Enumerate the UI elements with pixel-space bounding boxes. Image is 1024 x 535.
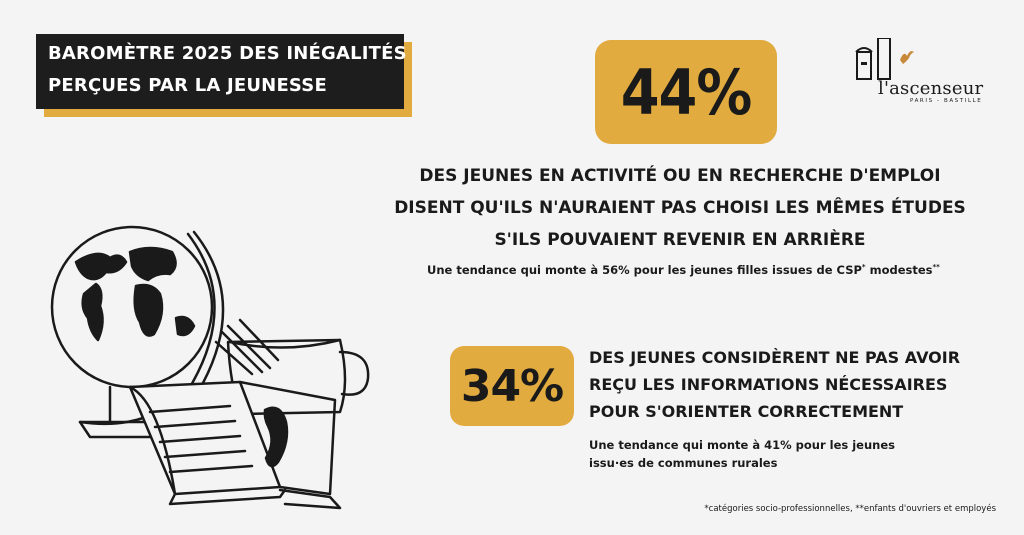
stat-1-note-mark-1: *: [861, 263, 866, 272]
stat-1-note-mark-2: **: [932, 263, 940, 272]
title-line-1: BAROMÈTRE 2025 DES INÉGALITÉS: [48, 43, 407, 64]
footnote: *catégories socio-professionnelles, **enfants d'ouvriers et employés: [704, 504, 996, 514]
stat-2-line-3: POUR S'ORIENTER CORRECTEMENT: [589, 402, 904, 421]
stat-1-note: [427, 263, 940, 277]
title-box: [36, 34, 407, 109]
logo-subtitle: PARIS - BASTILLE: [910, 98, 983, 104]
globe-and-book-icon: [40, 222, 390, 522]
stat-1-line-1: DES JEUNES EN ACTIVITÉ OU EN RECHERCHE D'EMPLOI: [419, 166, 941, 186]
stat-2-note: [589, 436, 895, 472]
stat-1-note-text: Une tendance qui monte à 56% pour les jeunes filles issues de CSP: [427, 263, 862, 277]
stat-1-value: 44%: [595, 40, 777, 144]
stat-2-note-line-1: Une tendance qui monte à 41% pour les jeunes: [589, 438, 895, 452]
stat-2-value: 34%: [450, 346, 574, 426]
stat-2-description: [589, 344, 960, 425]
stat-1-line-3: S'ILS POUVAIENT REVENIR EN ARRIÈRE: [494, 230, 866, 250]
logo: [852, 38, 984, 104]
stat-2-note-line-2: issu·es de communes rurales: [589, 456, 778, 470]
logo-name: l'ascenseur: [878, 78, 984, 99]
bird-icon: [898, 48, 916, 66]
title-line-2: PERÇUES PAR LA JEUNESSE: [48, 75, 327, 96]
stat-1-note-end: modestes: [865, 263, 933, 277]
stat-1-line-2: DISENT QU'ILS N'AURAIENT PAS CHOISI LES MÊMES ÉTUDES: [394, 198, 966, 218]
stat-1-description: [390, 160, 970, 256]
stat-2-line-1: DES JEUNES CONSIDÈRENT NE PAS AVOIR: [589, 348, 961, 367]
building-icon: [852, 38, 892, 80]
title-banner: [36, 34, 412, 116]
stat-2-line-2: REÇU LES INFORMATIONS NÉCESSAIRES: [589, 375, 948, 394]
